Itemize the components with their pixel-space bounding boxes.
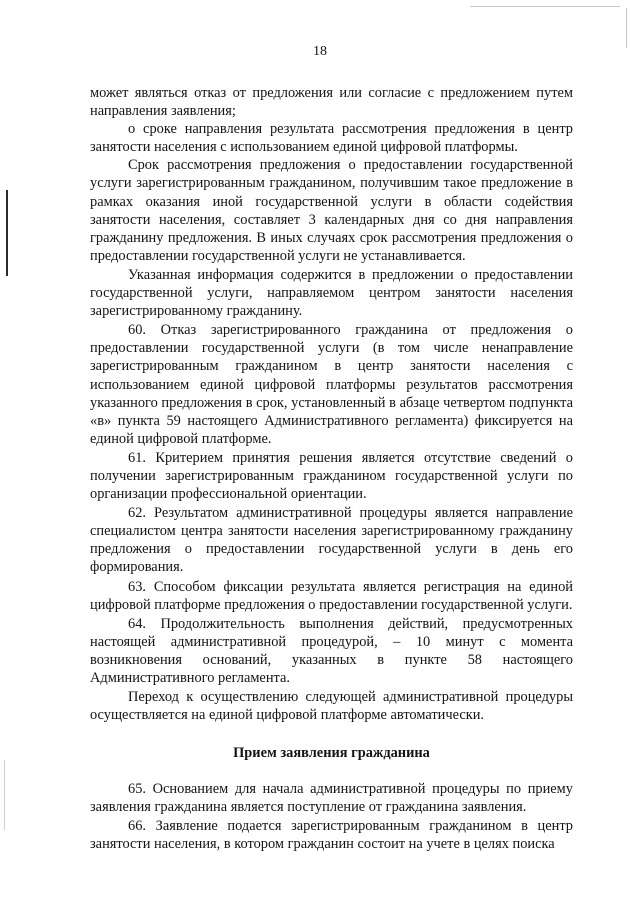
paragraph: 63. Способом фиксации результата является регистрация на единой цифровой платформе предложения о предоставлении государственной услуги.	[90, 578, 573, 613]
paragraph: о сроке направления результата рассмотрения предложения в центр занятости населения с использованием единой цифровой платформы.	[90, 121, 573, 156]
margin-line	[6, 190, 8, 276]
section-heading: Прием заявления гражданина	[233, 745, 430, 762]
paragraph: 64. Продолжительность выполнения действий, предусмотренных настоящей административной процедурой, – 10 минут с момента возникновения оснований, указанных в пункте 58 настоящего Административного регламента.	[90, 615, 573, 686]
paragraph: 62. Результатом административной процедуры является направление специалистом центра занятости населения зарегистрированному гражданину предложения о предоставлении государственной услуги в день его формирования.	[90, 505, 573, 576]
document-body	[90, 84, 573, 853]
paragraph: Переход к осуществлению следующей административной процедуры осуществляется на единой цифровой платформе автоматически.	[90, 689, 573, 724]
paragraph: Срок рассмотрения предложения о предоставлении государственной услуги зарегистрированным гражданином, получившим такое предложение в рамках оказания иной государственной услуги в области содействия занятости населения, составляет 3 календарных дня со дня направления гражданину предложения. В иных случаях срок рассмотрения предложения о предоставлении государственной услуги не устанавливается.	[90, 157, 573, 264]
paragraph: 60. Отказ зарегистрированного гражданина от предложения о предоставлении государственной услуги (в том числе ненаправление зарегистрированным гражданином в центр занятости населения с использованием единой цифровой платформы результатов рассмотрения указанного предложения в срок, установленный в абзаце четвертом подпункта «в» пункта 59 настоящего Административного регламента) фиксируется на единой цифровой платформе.	[90, 322, 573, 447]
paragraph: 61. Критерием принятия решения является отсутствие сведений о получении зарегистрированным гражданином государственной услуги по организации профессиональной ориентации.	[90, 449, 573, 503]
paragraph: 65. Основанием для начала административной процедуры по приему заявления гражданина является поступление от гражданина заявления.	[90, 781, 573, 816]
scan-mark-right	[626, 8, 627, 48]
scan-mark-top	[470, 6, 620, 7]
paragraph: 66. Заявление подается зарегистрированным гражданином в центр занятости населения, в котором гражданин состоит на учете в целях поиска	[90, 817, 573, 852]
paragraph: Указанная информация содержится в предложении о предоставлении государственной услуги, направляемом центром занятости населения зарегистрированному гражданину.	[90, 266, 573, 320]
page-number: 18	[313, 44, 327, 59]
paragraph: может являться отказ от предложения или согласие с предложением путем направления заявления;	[90, 85, 573, 120]
scan-mark-left	[4, 760, 5, 830]
